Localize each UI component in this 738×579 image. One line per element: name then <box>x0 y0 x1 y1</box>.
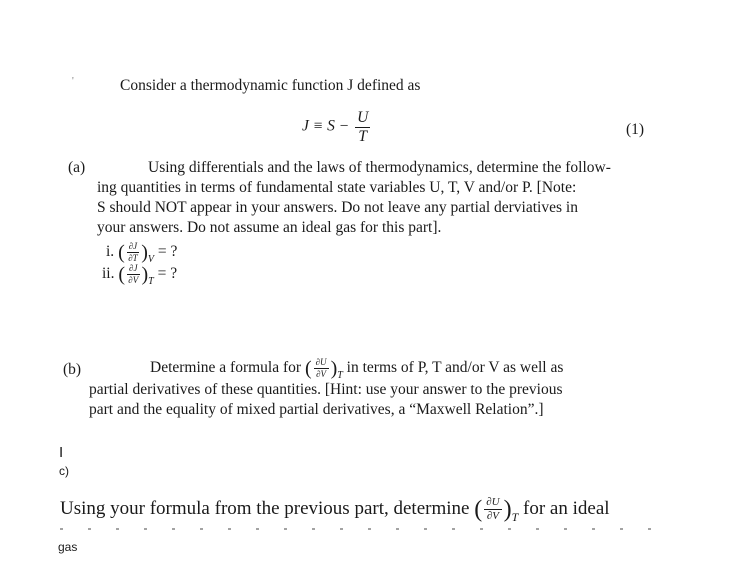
item-denominator: ∂T <box>128 253 138 263</box>
item-label: ii. <box>102 265 115 283</box>
part-c-denominator: ∂V <box>486 510 499 523</box>
equation-denominator: T <box>358 127 367 145</box>
item-denominator: ∂V <box>128 275 139 285</box>
part-b-pre: Determine a formula for <box>150 359 302 377</box>
part-b-post: in terms of P, T and/or V as well as <box>346 359 564 377</box>
part-a-line-1: Using differentials and the laws of thermodynamics, determine the follow- <box>148 159 611 176</box>
item-subscript: V <box>147 254 154 266</box>
part-b-denominator: ∂V <box>316 369 327 379</box>
part-b-line-2: partial derivatives of these quantities. [Hint: use your answer to the previous <box>89 381 563 398</box>
item-subscript: T <box>148 276 154 288</box>
part-a-item-ii: ii. ( $\frac{\partial J}{\partial V}$ )$_T$ = ? <box>102 263 178 288</box>
part-a-item-i: i. ( $\frac{\partial J}{\partial T}$ )$_V$ = ? <box>106 241 178 266</box>
part-c-post: for an ideal <box>523 498 610 519</box>
item-numerator: ∂J <box>129 263 138 273</box>
item-numerator: ∂J <box>128 241 138 251</box>
item-rhs: = ? <box>157 243 178 261</box>
part-a-label: (a) <box>68 159 86 176</box>
item-label: i. <box>106 243 115 261</box>
part-c-numerator: ∂U <box>486 496 500 509</box>
equation-fraction <box>355 110 370 144</box>
part-c-line-1: Using your formula from the previous part, determine ( $\frac{\partial U}{\partial V}$ )$_T$ for an ideal <box>60 496 610 524</box>
part-b-label: (b) <box>63 361 82 378</box>
part-b-subscript: T <box>337 370 343 382</box>
stray-mark: ' <box>72 76 74 87</box>
equation-1 <box>302 110 372 144</box>
part-b-numerator: ∂U <box>315 357 327 367</box>
part-b-line-3: part and the equality of mixed partial derivatives, a “Maxwell Relation”.] <box>89 401 544 418</box>
part-c-label: c) <box>59 464 69 478</box>
part-c-pre: Using your formula from the previous part, determine <box>60 498 470 519</box>
part-a-line-2: ing quantities in terms of fundamental state variables U, T, V and/or P. [Note: <box>97 179 577 196</box>
part-b-line-1: Determine a formula for ( $\frac{\partial U}{\partial V}$ )$_T$ in terms of P, T and/or V as well as <box>150 357 564 382</box>
part-a-line-4: your answers. Do not assume an ideal gas for this part]. <box>97 219 442 236</box>
text-cursor: I <box>59 444 64 461</box>
part-c-tail: gas <box>58 540 78 554</box>
part-c-subscript: T <box>511 510 519 524</box>
item-rhs: = ? <box>157 265 178 283</box>
equation-number: (1) <box>626 121 645 138</box>
cropped-text-line <box>60 525 672 530</box>
equation-lhs: J ≡ S − <box>302 117 350 135</box>
intro-text: Consider a thermodynamic function J defined as <box>120 77 421 94</box>
part-a-line-3: S should NOT appear in your answers. Do not leave any partial derviatives in <box>97 199 578 216</box>
equation-numerator: U <box>357 109 369 126</box>
